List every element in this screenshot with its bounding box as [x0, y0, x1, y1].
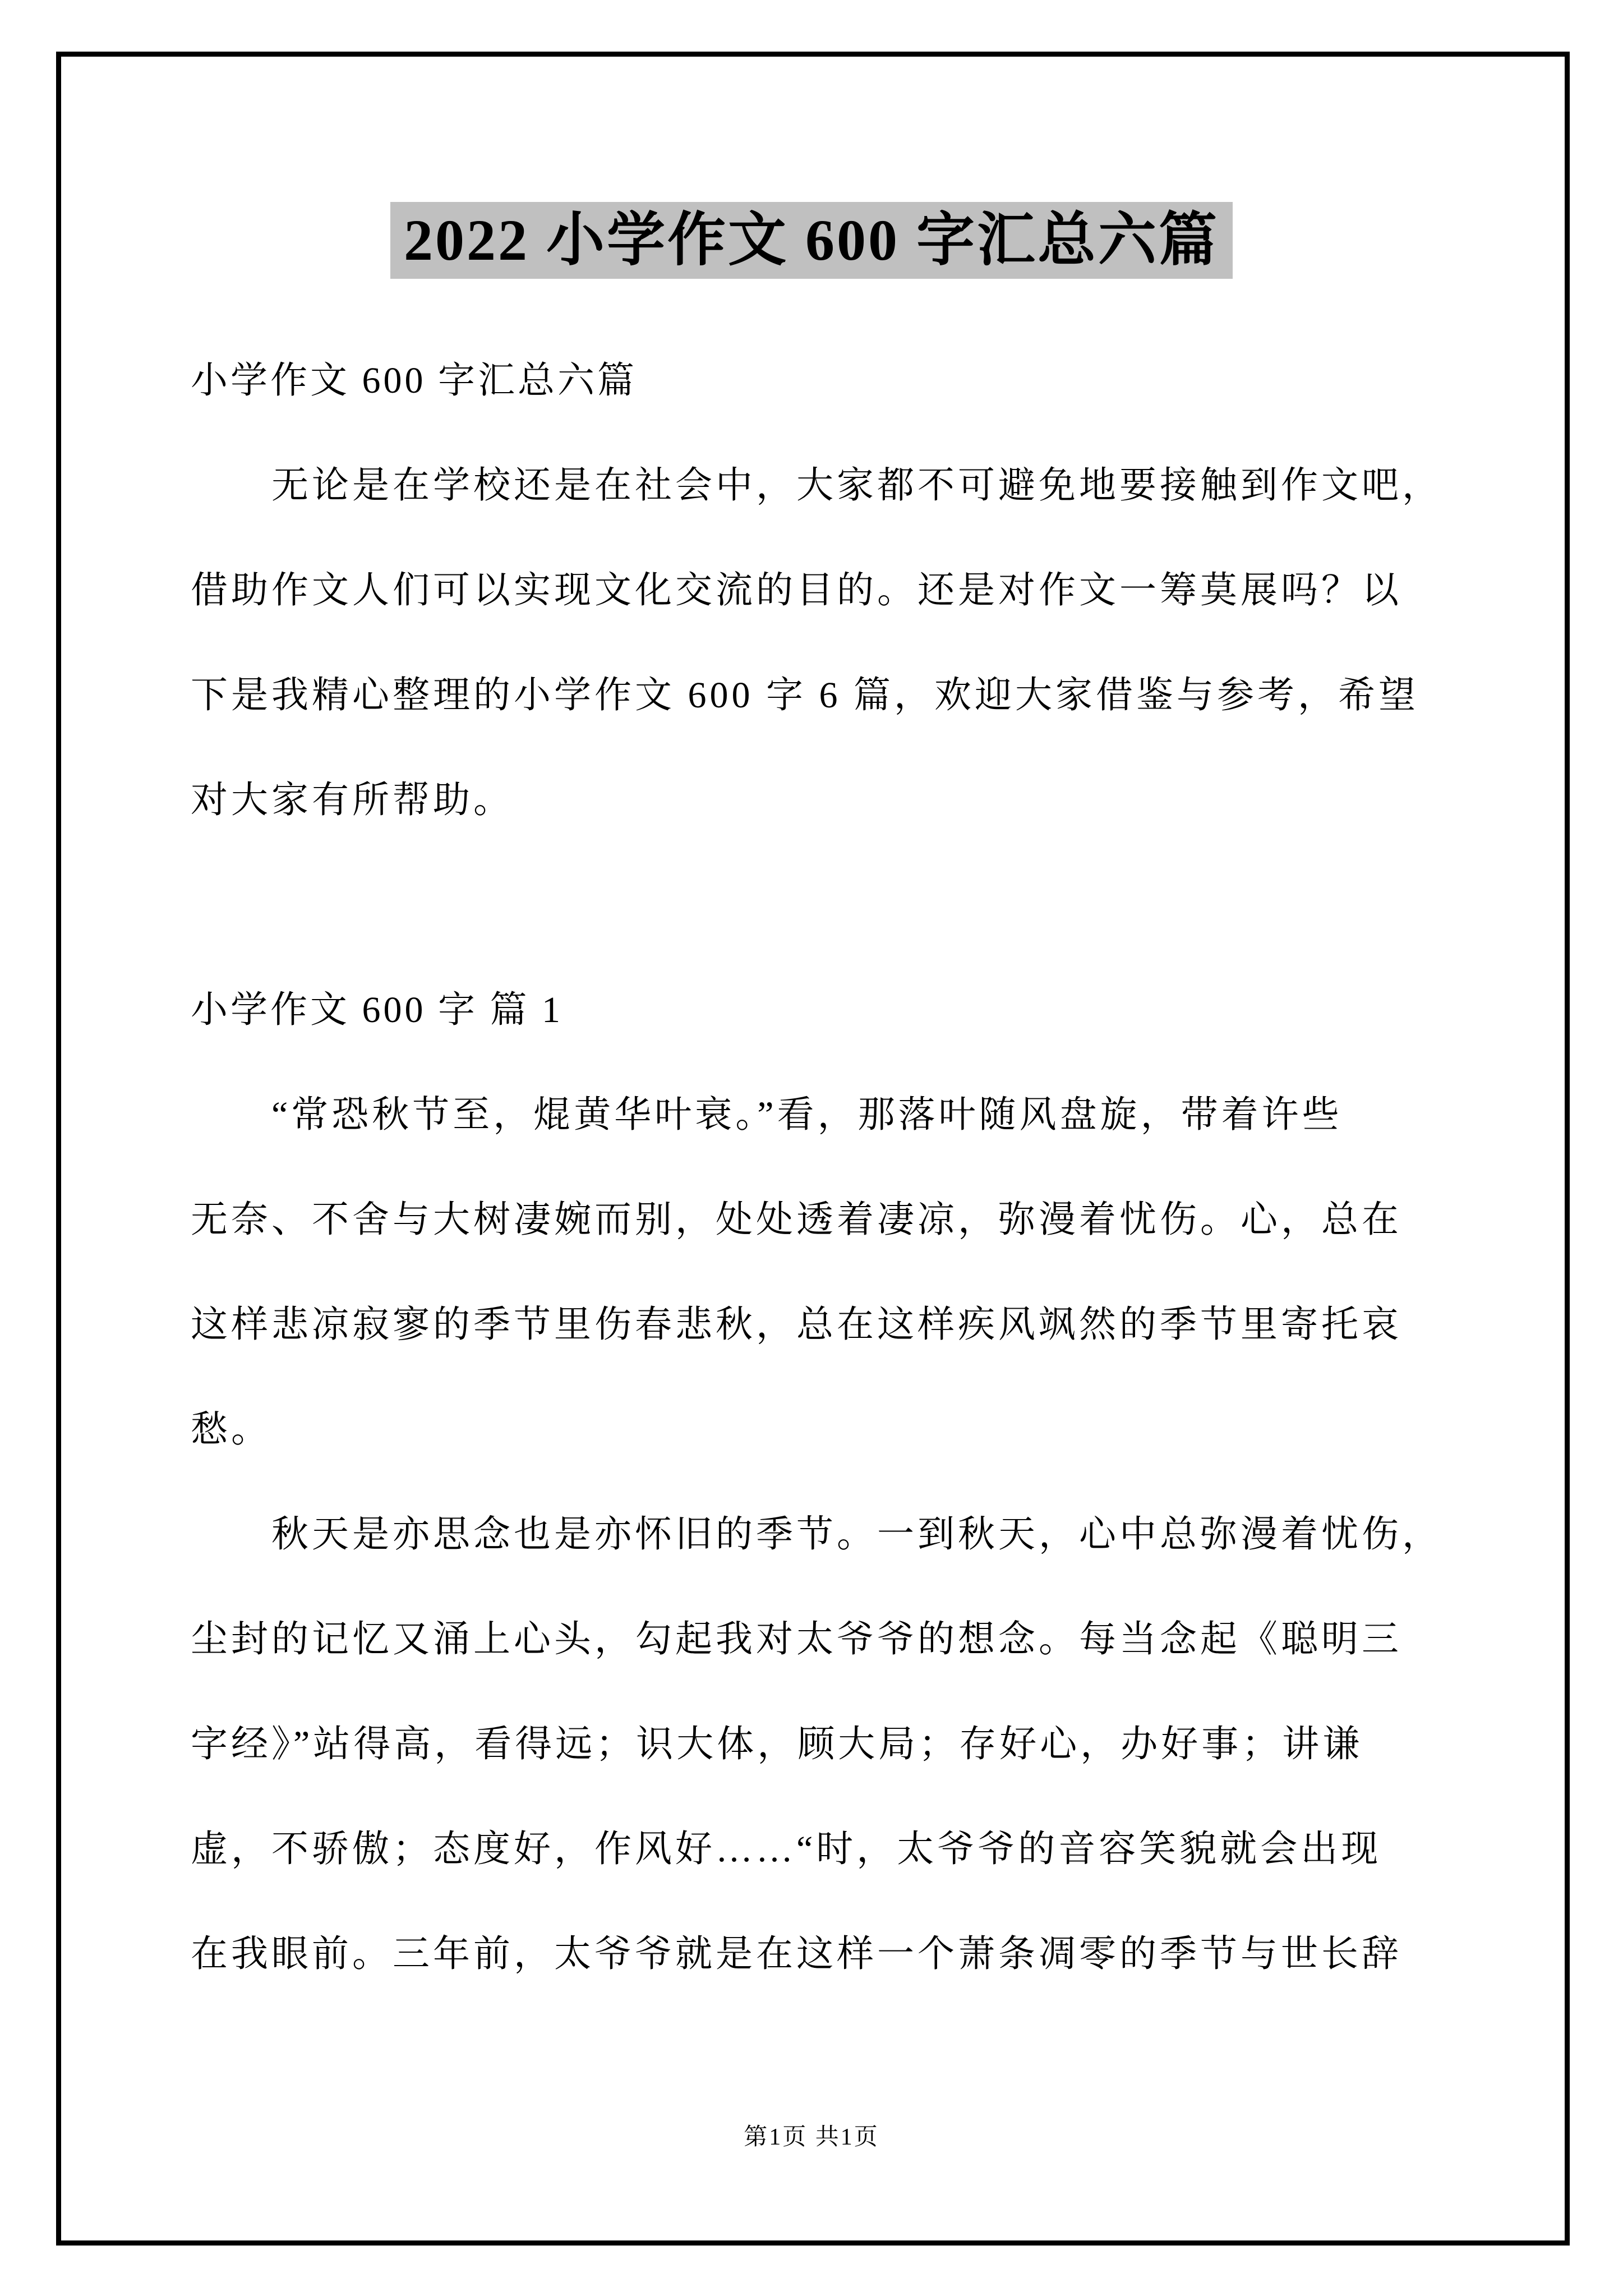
text-line: 下是我精心整理的小学作文 600 字 6 篇，欢迎大家借鉴与参考，希望: [191, 675, 1419, 716]
title-row: [0, 202, 1623, 279]
text-line: 小学作文 600 字汇总六篇: [191, 360, 637, 401]
text-line: 无论是在学校还是在社会中，大家都不可避免地要接触到作文吧，: [271, 465, 1442, 506]
text-line: 对大家有所帮助。: [191, 780, 514, 821]
text-line: 字经》”站得高，看得远；识大体，顾大局；存好心，办好事；讲谦: [191, 1724, 1363, 1765]
text-line: 虚，不骄傲；态度好，作风好……“时，太爷爷的音容笑貌就会出现: [191, 1829, 1382, 1870]
text-line: 在我眼前。三年前，太爷爷就是在这样一个萧条凋零的季节与世长辞: [191, 1934, 1402, 1975]
text-line: “常恐秋节至，焜黄华叶衰。”看，那落叶随风盘旋，带着许些: [271, 1094, 1343, 1135]
page-title: 2022 小学作文 600 字汇总六篇: [390, 202, 1233, 279]
text-line: 尘封的记忆又涌上心头，勾起我对太爷爷的想念。每当念起《聪明三: [191, 1619, 1402, 1660]
document-body: [191, 328, 1441, 2007]
text-line: 秋天是亦思念也是亦怀旧的季节。一到秋天，心中总弥漫着忧伤，: [271, 1514, 1442, 1555]
page-footer: 第1页 共1页: [744, 2124, 879, 2150]
text-line: 借助作文人们可以实现文化交流的目的。还是对作文一筹莫展吗？以: [191, 570, 1402, 611]
text-line: 无奈、不舍与大树凄婉而别，处处透着凄凉，弥漫着忧伤。心，总在: [191, 1199, 1402, 1240]
text-line: 小学作文 600 字 篇 1: [191, 990, 563, 1030]
text-line: 这样悲凉寂寥的季节里伤春悲秋，总在这样疾风飒然的季节里寄托哀: [191, 1304, 1402, 1345]
text-line: [191, 853, 1441, 958]
text-line: 愁。: [191, 1409, 271, 1450]
